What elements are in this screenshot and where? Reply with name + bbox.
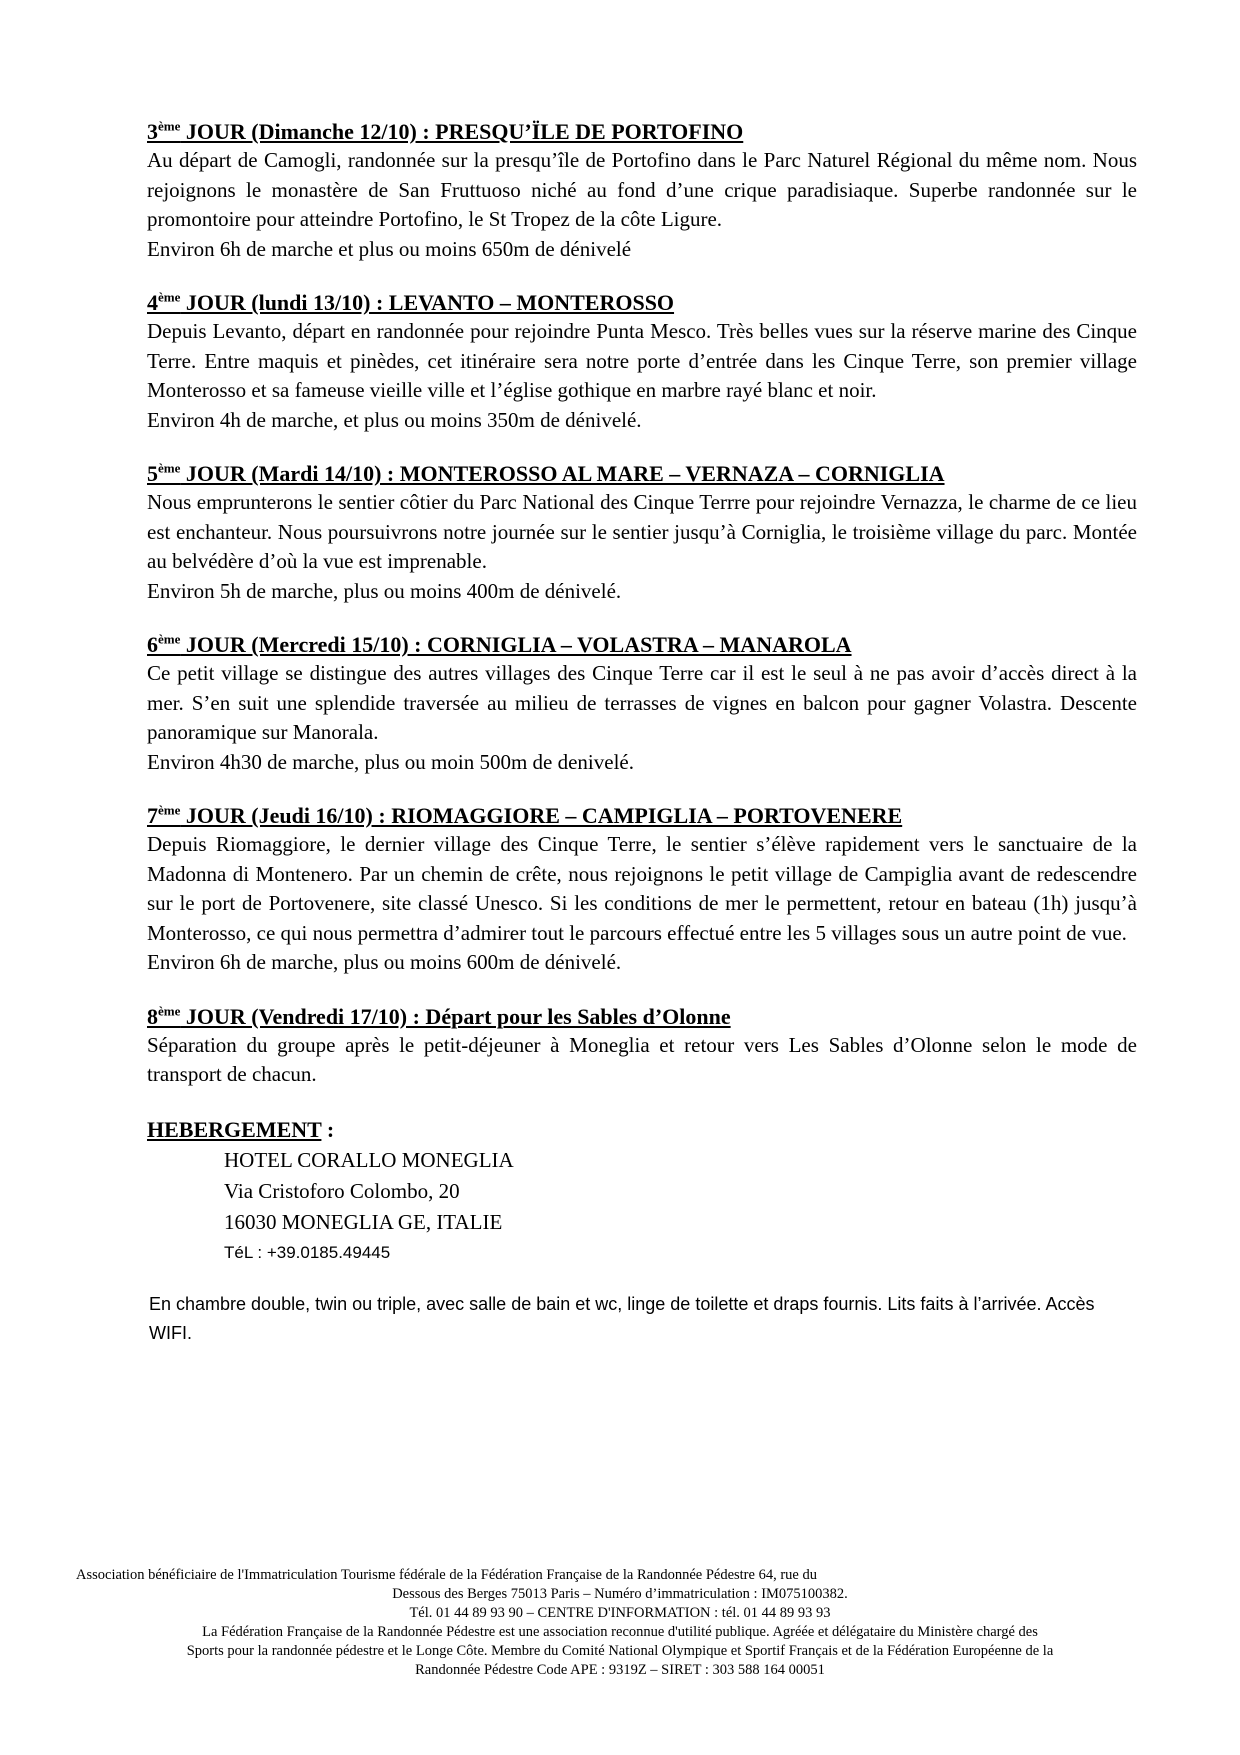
day-6-duration: Environ 4h30 de marche, plus ou moin 500m de denivelé. (147, 749, 634, 774)
day-3-duration: Environ 6h de marche et plus ou moins 650m de dénivelé (147, 236, 632, 261)
footer-line-3: Tél. 01 44 89 93 90 – CENTRE D'INFORMATION : tél. 01 44 89 93 93 (409, 1605, 831, 1621)
day-8-section (147, 1003, 1137, 1090)
day-number: 5 (147, 461, 158, 486)
day-4-description: Depuis Levanto, départ en randonnée pour rejoindre Punta Mesco. Très belles vues sur la réserve marine des Cinque Terre. Entre maquis et pinèdes, cet itinéraire sera notre porte d’entrée dans les Cinque Terre, son premier village Monterosso et sa fameuse vieille ville et l’église gothique en marbre rayé blanc et noir. (147, 319, 1137, 402)
day-8-title (147, 1003, 1137, 1031)
hotel-city: 16030 MONEGLIA GE, ITALIE (224, 1209, 503, 1234)
day-ordinal-suffix: ème (158, 289, 181, 305)
day-heading-text: JOUR (Vendredi 17/10) : Départ pour les Sables d’Olonne (180, 1003, 731, 1029)
day-ordinal-suffix: ème (158, 631, 181, 647)
day-ordinal-suffix: ème (158, 1003, 181, 1019)
day-7-section (147, 802, 1137, 978)
footer (60, 1566, 1180, 1680)
hotel-phone: TéL : +39.0185.49445 (224, 1242, 391, 1262)
footer-line-5: Sports pour la randonnée pédestre et le Longe Côte. Membre du Comité National Olympique et Sportif Français et de la Fédération Européenne de la (186, 1643, 1054, 1659)
day-6-description: Ce petit village se distingue des autres villages des Cinque Terre car il est le seul à ne pas avoir d’accès direct à la mer. S’en suit une splendide traversée au milieu de terrasses de vignes en balcon pour gagner Volastra. Descente panoramique sur Manorala. (147, 661, 1137, 744)
hotel-address (224, 1145, 1137, 1268)
day-3-section (147, 118, 1137, 264)
day-5-description: Nous emprunterons le sentier côtier du Parc National des Cinque Terrre pour rejoindre Vernazza, le charme de ce lieu est enchanteur. Nous poursuivrons notre journée sur le sentier jusqu’à Corniglia, le troisième village du parc. Montée au belvédère d’où la vue est imprenable. (147, 490, 1137, 573)
day-8-description: Séparation du groupe après le petit-déjeuner à Moneglia et retour vers Les Sables d’Olonne selon le mode de transport de chacun. (147, 1032, 1137, 1086)
day-ordinal-suffix: ème (158, 460, 181, 476)
day-4-duration: Environ 4h de marche, et plus ou moins 350m de dénivelé. (147, 407, 642, 432)
footer-line-2: Dessous des Berges 75013 Paris – Numéro d’immatriculation : IM075100382. (392, 1586, 848, 1602)
day-number: 7 (147, 803, 158, 828)
day-3-description: Au départ de Camogli, randonnée sur la presqu’île de Portofino dans le Parc Naturel Régional du même nom. Nous rejoignons le monastère de San Fruttuoso niché au fond d’une crique paradisiaque. Superbe randonnée sur le promontoire pour atteindre Portofino, le St Tropez de la côte Ligure. (147, 148, 1137, 231)
day-number: 8 (147, 1003, 158, 1029)
hebergement-heading: HEBERGEMENT (147, 1116, 322, 1142)
day-6-title (147, 631, 1137, 659)
day-heading-text: JOUR (Mercredi 15/10) : CORNIGLIA – VOLASTRA – MANAROLA (180, 632, 852, 657)
day-number: 3 (147, 119, 158, 144)
day-ordinal-suffix: ème (158, 802, 181, 818)
day-5-section (147, 460, 1137, 606)
footer-line-6: Randonnée Pédestre Code APE : 9319Z – SIRET : 303 588 164 00051 (415, 1662, 825, 1678)
day-7-title (147, 802, 1137, 830)
document-page (147, 118, 1137, 1348)
day-heading-text: JOUR (Jeudi 16/10) : RIOMAGGIORE – CAMPIGLIA – PORTOVENERE (180, 803, 903, 828)
footer-line-1: Association bénéficiaire de l'Immatriculation Tourisme fédérale de la Fédération Française de la Randonnée Pédestre 64, rue du (76, 1567, 817, 1583)
day-7-description: Depuis Riomaggiore, le dernier village des Cinque Terre, le sentier s’élève rapidement vers le sanctuaire de la Madonna di Montenero. Par un chemin de crête, nous rejoignons le petit village de Campiglia avant de redescendre sur le port de Portovenere, site classé Unesco. Si les conditions de mer le permettent, retour en bateau (1h) jusqu’à Monterosso, ce qui nous permettra d’admirer tout le parcours effectué entre les 5 villages sous un autre point de vue. (147, 832, 1137, 945)
hebergement-title: HEBERGEMENT : (147, 1116, 335, 1142)
hotel-name: HOTEL CORALLO MONEGLIA (224, 1147, 514, 1172)
day-ordinal-suffix: ème (158, 118, 181, 134)
day-number: 4 (147, 290, 158, 315)
day-heading-text: JOUR (Dimanche 12/10) : PRESQU’ÏLE DE PORTOFINO (180, 119, 744, 144)
rooms-description: En chambre double, twin ou triple, avec salle de bain et wc, linge de toilette et draps fournis. Lits faits à l’arrivée. Accès WIFI. (149, 1293, 1095, 1343)
hotel-street: Via Cristoforo Colombo, 20 (224, 1178, 460, 1203)
day-5-title (147, 460, 1137, 488)
footer-line-4: La Fédération Française de la Randonnée Pédestre est une association reconnue d'utilité publique. Agréée et délégataire du Ministère chargé des (202, 1624, 1038, 1640)
day-heading-text: JOUR (Mardi 14/10) : MONTEROSSO AL MARE – VERNAZA – CORNIGLIA (180, 461, 945, 486)
day-heading-text: JOUR (lundi 13/10) : LEVANTO – MONTEROSSO (180, 290, 675, 315)
day-3-title (147, 118, 1137, 146)
day-4-title (147, 289, 1137, 317)
day-number: 6 (147, 632, 158, 657)
day-7-duration: Environ 6h de marche, plus ou moins 600m de dénivelé. (147, 950, 622, 974)
day-6-section (147, 631, 1137, 777)
day-4-section (147, 289, 1137, 435)
day-5-duration: Environ 5h de marche, plus ou moins 400m de dénivelé. (147, 578, 622, 603)
